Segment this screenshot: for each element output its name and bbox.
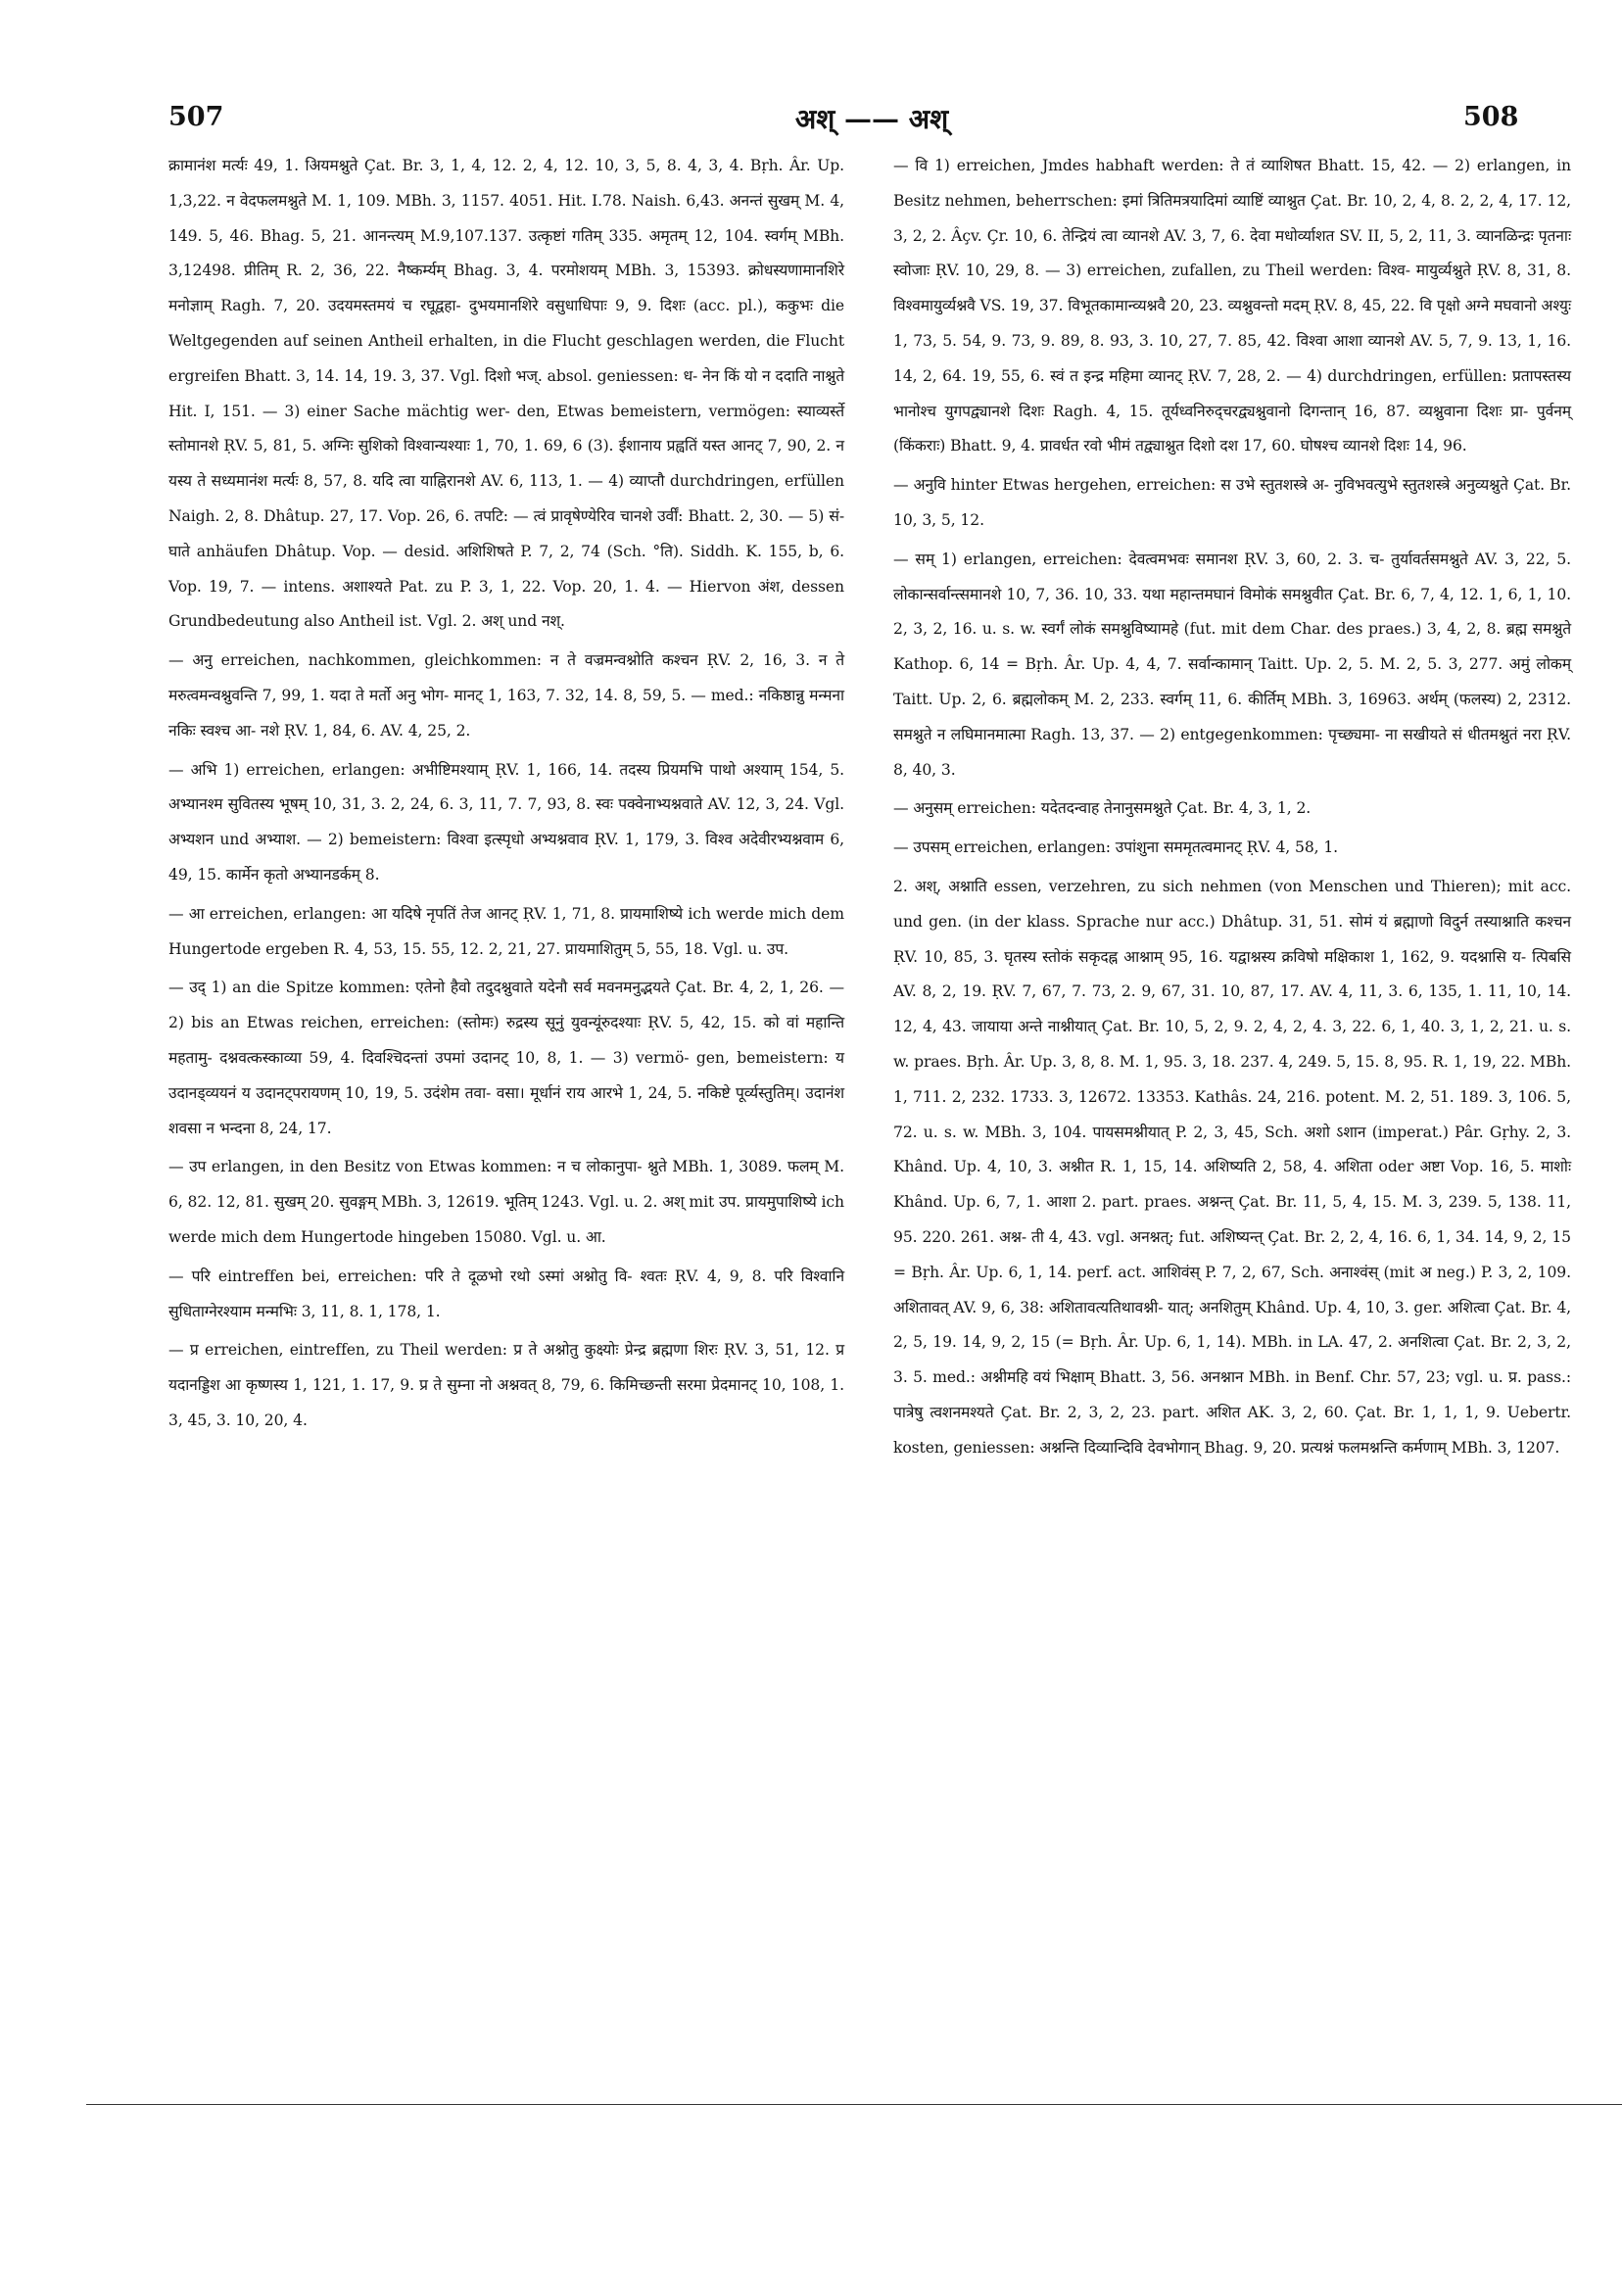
running-headword: अश् —— अश् xyxy=(794,103,949,135)
entry-paragraph: — अनुवि hinter Etwas hergehen, erreichen: स उभे स्तुतशस्त्रे अ- नुविभवत्युभे स्तुतशस्त्रे अनुव्यश्नुते Çat. Br. 10, 3, 5, 12. xyxy=(893,476,1571,529)
entry-paragraph: — उपसम् erreichen, erlangen: उपांशुना सममृतत्वमानट् ṚV. 4, 58, 1. xyxy=(893,838,1339,857)
entry-paragraph: — परि eintreffen bei, erreichen: परि ते दूळभो रथो ऽस्मां अश्नोतु वि- श्वतः ṚV. 4, 9, 8. परि विश्वानि सुधिताग्नेरश्याम मन्मभिः 3, 11, 8. 1, 178, 1. xyxy=(168,1267,844,1320)
entry-paragraph: 2. अश्, अश्नाति essen, verzehren, zu sich nehmen (von Menschen und Thieren); mit acc. und gen. (in der klass. Sprache nur acc.) Dhâtup. 31, 51. सोमं यं ब्रह्माणो विदुर्न तस्याश्नाति कश्चन ṚV. 10, 85, 3. घृतस्य स्तोकं सकृदह्न आश्नाम् 95, 16. यद्वाश्नस्य क्रविषो मक्षिकाश 1, 162, 9. यदश्नासि य- त्पिबसि AV. 8, 2, 19. ṚV. 7, 67, 7. 73, 2. 9, 67, 31. 10, 87, 17. AV. 4, 11, 3. 6, 135, 1. 11, 10, 14. 12, 4, 43. जायाया अन्ते नाश्नीयात् Çat. Br. 10, 5, 2, 9. 2, 4, 2, 4. 3, 22. 6, 1, 40. 3, 1, 2, 21. u. s. w. praes. Bṛh. Âr. Up. 3, 8, 8. M. 1, 95. 3, 18. 237. 4, 249. 5, 15. 8, 95. R. 1, 19, 22. MBh. 1, 711. 2, 232. 1733. 3, 12672. 13353. Kathâs. 24, 216. potent. M. 2, 51. 189. 3, 106. 5, 72. u. s. w. MBh. 3, 104. पायसमश्नीयात् P. 2, 3, 45, Sch. अशो ऽशान (imperat.) Pâr. Gṛhy. 2, 3. Khând. Up. 4, 10, 3. अश्नीत R. 1, 15, 14. अशिष्यति 2, 58, 4. अशिता oder अष्टा Vop. 16, 5. माशोः Khând. Up. 6, 7, 1. आशा 2. part. praes. अश्नन्त् Çat. Br. 11, 5, 4, 15. M. 3, 239. 5, 138. 11, 95. 220. 261. अश्न- ती 4, 43. vgl. अनश्नत्; fut. अशिष्यन्त् Çat. Br. 2, 2, 4, 16. 6, 1, 34. 14, 9, 2, 15 = Bṛh. Âr. Up. 6, 1, 14. perf. act. आशिवंस् P. 7, 2, 67, Sch. अनाश्वंस् (mit अ neg.) P. 3, 2, 109. अशितावत् AV. 9, 6, 38: अशितावत्यतिथावश्नी- यात्; अनशितुम् Khând. Up. 4, 10, 3. ger. अशित्वा Çat. Br. 4, 2, 5, 19. 14, 9, 2, 15 (= Bṛh. Âr. Up. 6, 1, 14). MBh. in LA. 47, 2. अनशित्वा Çat. Br. 2, 3, 2, 3. 5. med.: अश्नीमहि वयं भिक्षाम् Bhatt. 3, 56. अनश्नान MBh. in Benf. Chr. 57, 23; vgl. u. प्र. pass.: पात्रेषु त्वशनमश्यते Çat. Br. 2, 3, 2, 23. part. अशित AK. 3, 2, 60. Çat. Br. 1, 1, 1, 9. Uebertr. kosten, geniessen: अश्नन्ति दिव्यान्दिवि देवभोगान् Bhag. 9, 20. प्रत्यश्नं फलमश्नन्ति कर्मणाम् MBh. 3, 1207. xyxy=(893,877,1571,1457)
entry-paragraph: — वि 1) erreichen, Jmdes habhaft werden: ते तं व्याशिषत Bhatt. 15, 42. — 2) erlangen, in Besitz nehmen, beherrschen: इमां त्रितिमत्रयादिमां व्याष्टिं व्याश्नुत Çat. Br. 10, 2, 4, 8. 2, 2, 4, 17. 12, 3, 2, 2. Âçv. Çr. 10, 6. तेन्द्रियं त्वा व्यानशे AV. 3, 7, 6. देवा मधोर्व्याशत SV. II, 5, 2, 11, 3. व्यानळिन्द्रः पृतनाः स्वोजाः ṚV. 10, 29, 8. — 3) erreichen, zufallen, zu Theil werden: विश्व- मायुर्व्यश्नुते ṚV. 8, 31, 8. विश्वमायुर्व्यश्नवै VS. 19, 37. विभूतकामान्व्यश्नवै 20, 23. व्यश्नुवन्तो मदम् ṚV. 8, 45, 22. वि पृक्षो अग्ने मघवानो अश्युः 1, 73, 5. 54, 9. 73, 9. 89, 8. 93, 3. 10, 27, 7. 85, 42. विश्वा आशा व्यानशे AV. 5, 7, 9. 13, 1, 16. 14, 2, 64. 19, 55, 6. स्वं त इन्द्र महिमा व्यानट् ṚV. 7, 28, 2. — 4) durchdringen, erfüllen: प्रतापस्तस्य भानोश्च युगपद्व्यानशे दिशः Ragh. 4, 15. तूर्यध्वनिरुद्चरद्व्यश्नुवानो दिगन्तान् 16, 87. व्यश्नुवाना दिशः प्रा- पुर्वनम् (किंकराः) Bhatt. 9, 4. प्रावर्धत रवो भीमं तद्व्याश्नुत दिशो दश 17, 60. घोषश्च व्यानशे दिशः 14, 96. xyxy=(893,157,1571,455)
entry-paragraph: — सम् 1) erlangen, erreichen: देवत्वमभवः समानश ṚV. 3, 60, 2. 3. च- तुर्यावर्तसमश्नुते AV. 3, 22, 5. लोकान्सर्वान्त्समानशे 10, 7, 36. 10, 33. यथा महान्तमघानं विमोकं समश्नुवीत Çat. Br. 6, 7, 4, 12. 1, 6, 1, 10. 2, 3, 2, 16. u. s. w. स्वर्गं लोकं समश्नुविष्यामहे (fut. mit dem Char. des praes.) 3, 4, 2, 8. ब्रह्म समश्नुते Kathop. 6, 14 = Bṛh. Âr. Up. 4, 4, 7. सर्वान्कामान् Taitt. Up. 2, 5. M. 2, 5. 3, 277. अमुं लोकम् Taitt. Up. 2, 6. ब्रह्मलोकम् M. 2, 233. स्वर्गम् 11, 6. कीर्तिम् MBh. 3, 16963. अर्थम् (फलस्य) 2, 2312. समश्नुते न लघिमानमात्मा Ragh. 13, 37. — 2) entgegenkommen: पृच्छ्यमा- ना सखीयते सं धीतमश्नुतं नरा ṚV. 8, 40, 3. xyxy=(893,550,1571,779)
left-column xyxy=(168,149,844,1443)
entry-paragraph: — अनु erreichen, nachkommen, gleichkommen: न ते वज्रमन्वश्नोति कश्चन ṚV. 2, 16, 3. न ते मरुत्वमन्वश्नुवन्ति 7, 99, 1. यदा ते मर्तो अनु भोग- मानट् 1, 163, 7. 32, 14. 8, 59, 5. — med.: नकिष्ठान्नु मन्मना नकिः स्वश्च आ- नशे ṚV. 1, 84, 6. AV. 4, 25, 2. xyxy=(168,651,844,740)
right-page-number: 508 xyxy=(1463,102,1519,132)
entry-paragraph: — अभि 1) erreichen, erlangen: अभीष्टिमश्याम् ṚV. 1, 166, 14. तदस्य प्रियमभि पाथो अश्याम् 154, 5. अभ्यानश्म सुवितस्य भूषम् 10, 31, 3. 2, 24, 6. 3, 11, 7. 7, 93, 8. स्वः पक्वेनाभ्यश्नवाते AV. 12, 3, 24. Vgl. अभ्यशन und अभ्याश. — 2) bemeistern: विश्वा इत्स्पृधो अभ्यश्नवाव ṚV. 1, 179, 3. विश्व अदेवीरभ्यश्नवाम 6, 49, 15. कार्मेन कृतो अभ्यानडर्कम् 8. xyxy=(168,760,844,884)
entry-paragraph: — उद् 1) an die Spitze kommen: एतेनो हैवो तदुदश्नुवाते यदेनौ सर्व मवनमनुद्भयते Çat. Br. 4, 2, 1, 26. — 2) bis an Etwas reichen, erreichen: (स्तोमः) रुद्रस्य सूनुं युवन्यूंरुदश्याः ṚV. 5, 42, 15. को वां महान्ति महतामु- दश्नवत्कस्काव्या 59, 4. दिवश्चिदन्तां उपमां उदानट् 10, 8, 1. — 3) vermö- gen, bemeistern: य उदानड्व्ययनं य उदानट्परायणम् 10, 19, 5. उदंशेम तवा- वसा। मूर्धानं राय आरभे 1, 24, 5. नकिष्टे पूर्व्यस्तुतिम्। उदानंश शवसा न भन्दना 8, 24, 17. xyxy=(168,979,844,1137)
entry-paragraph: — उप erlangen, in den Besitz von Etwas kommen: न च लोकानुपा- श्नुते MBh. 1, 3089. फलम् M. 6, 82. 12, 81. सुखम् 20. सुवङ्गम् MBh. 3, 12619. भूतिम् 1243. Vgl. u. 2. अश् mit उप. प्रायमुपाशिष्ये ich werde mich dem Hungertode hingeben 15080. Vgl. u. आ. xyxy=(168,1158,844,1246)
entry-paragraph: — प्र erreichen, eintreffen, zu Theil werden: प्र ते अश्नोतु कुक्ष्योः प्रेन्द्र ब्रह्मणा शिरः ṚV. 3, 51, 12. प्र यदानड्डिश आ कृष्णस्य 1, 121, 1. 17, 9. प्र ते सुम्ना नो अश्नवत् 8, 79, 6. किमिच्छन्ती सरमा प्रेदमानट् 10, 108, 1. 3, 45, 3. 10, 20, 4. xyxy=(168,1341,844,1429)
footer-rule xyxy=(86,2104,1622,2105)
entry-paragraph: — आ erreichen, erlangen: आ यदिषे नृपतिं तेज आनट् ṚV. 1, 71, 8. प्रायमाशिष्ये ich werde mich dem Hungertode ergeben R. 4, 53, 15. 55, 12. 2, 21, 27. प्रायमाशितुम् 5, 55, 18. Vgl. u. उप. xyxy=(168,904,844,958)
entry-paragraph: — अनुसम् erreichen: यदेतदन्वाह तेनानुसमश्नुते Çat. Br. 4, 3, 1, 2. xyxy=(893,799,1312,818)
right-column xyxy=(893,149,1571,1469)
left-page-number: 507 xyxy=(168,102,224,132)
entry-paragraph: क्रामानंश मर्त्यः 49, 1. अियमश्नुते Çat. Br. 3, 1, 4, 12. 2, 4, 12. 10, 3, 5, 8. 4, 3, 4. Bṛh. Âr. Up. 1,3,22. न वेदफलमश्नुते M. 1, 109. MBh. 3, 1157. 4051. Hit. I.78. Naish. 6,43. अनन्तं सुखम् M. 4, 149. 5, 46. Bhag. 5, 21. आनन्त्यम् M.9,107.137. उत्कृष्टां गतिम् 335. अमृतम् 12, 104. स्वर्गम् MBh. 3,12498. प्रीतिम् R. 2, 36, 22. नैष्कर्म्यम् Bhag. 3, 4. परमाेशयम् MBh. 3, 15393. क्रोधस्यणामानशिरे मनोज्ञाम् Ragh. 7, 20. उदयमस्तमयं च रघूद्वहा- दुभयमानशिरे वसुधाधिपाः 9, 9. दिशः (acc. pl.), ककुभः die Weltgegenden auf seinen Antheil erhalten, in die Flucht geschlagen werden, die Flucht ergreifen Bhatt. 3, 14. 14, 19. 3, 37. Vgl. दिशो भज्. absol. geniessen: ध- नेन किं यो न ददाति नाश्नुते Hit. I, 151. — 3) einer Sache mächtig wer- den, Etwas bemeistern, vermögen: स्याव्यर्स्ते स्तोमानशे ṚV. 5, 81, 5. अग्निः सुशिको विश्वान्यश्याः 1, 70, 1. 69, 6 (3). ईशानाय प्रह्वतिं यस्त आनट् 7, 90, 2. न यस्य ते सध्यमानंश मर्त्यः 8, 57, 8. यदि त्वा याह्निरानशे AV. 6, 113, 1. — 4) व्याप्तौ durchdringen, erfüllen Naigh. 2, 8. Dhâtup. 27, 17. Vop. 26, 6. तपटि: — त्वं प्रावृषेण्येरिव चानशे उर्वीं: Bhatt. 2, 30. — 5) सं- घाते anhäufen Dhâtup. Vop. — desid. अशिशिषते P. 7, 2, 74 (Sch. °ति). Siddh. K. 155, b, 6. Vop. 19, 7. — intens. अशाश्यते Pat. zu P. 3, 1, 22. Vop. 20, 1. 4. — Hiervon अंश, dessen Grundbedeutung also Antheil ist. Vgl. 2. अश् und नश्. xyxy=(168,157,844,631)
